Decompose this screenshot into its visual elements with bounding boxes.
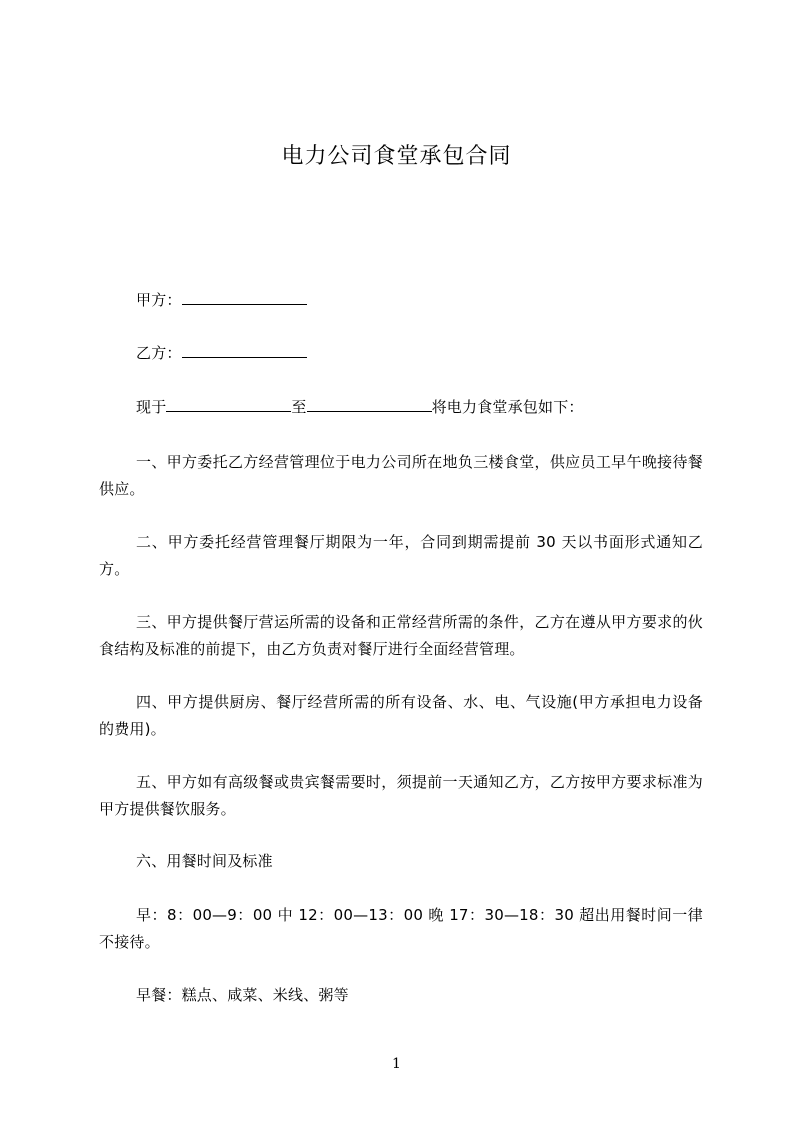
party-a-blank bbox=[182, 289, 307, 305]
period-end-blank bbox=[307, 396, 432, 412]
party-b-label: 乙方： bbox=[136, 344, 182, 362]
contract-title: 电力公司食堂承包合同 bbox=[281, 144, 512, 169]
period-middle: 至 bbox=[291, 398, 307, 416]
clause-1: 一、甲方委托乙方经营管理位于电力公司所在地负三楼食堂，供应员工早午晚接待餐供应。 bbox=[99, 453, 703, 498]
period-start-blank bbox=[166, 396, 291, 412]
clause-2: 二、甲方委托经营管理餐厅期限为一年，合同到期需提前 30 天以书面形式通知乙方。 bbox=[99, 533, 703, 578]
party-a-label: 甲方： bbox=[136, 291, 182, 309]
meal-times: 早：8：00—9：00 中 12：00—13：00 晚 17：30—18：30 超出用餐时间一律不接待。 bbox=[99, 906, 703, 951]
period-suffix: 将电力食堂承包如下： bbox=[431, 398, 584, 416]
party-a-line bbox=[99, 287, 703, 314]
party-b-blank bbox=[182, 342, 307, 358]
page-number: 1 bbox=[392, 1056, 401, 1072]
party-b-line bbox=[99, 340, 703, 367]
clause-5: 五、甲方如有高级餐或贵宾餐需要时，须提前一天通知乙方，乙方按甲方要求标准为甲方提供餐饮服务。 bbox=[99, 773, 703, 818]
period-line bbox=[99, 394, 703, 421]
period-prefix: 现于 bbox=[136, 398, 167, 416]
clause-6-heading: 六、用餐时间及标准 bbox=[136, 852, 273, 870]
clause-4: 四、甲方提供厨房、餐厅经营所需的所有设备、水、电、气设施(甲方承担电力设备的费用)。 bbox=[99, 693, 703, 738]
breakfast-menu: 早餐：糕点、咸菜、米线、粥等 bbox=[136, 986, 349, 1004]
clause-3: 三、甲方提供餐厅营运所需的设备和正常经营所需的条件，乙方在遵从甲方要求的伙食结构及标准的前提下，由乙方负责对餐厅进行全面经营管理。 bbox=[99, 613, 703, 658]
